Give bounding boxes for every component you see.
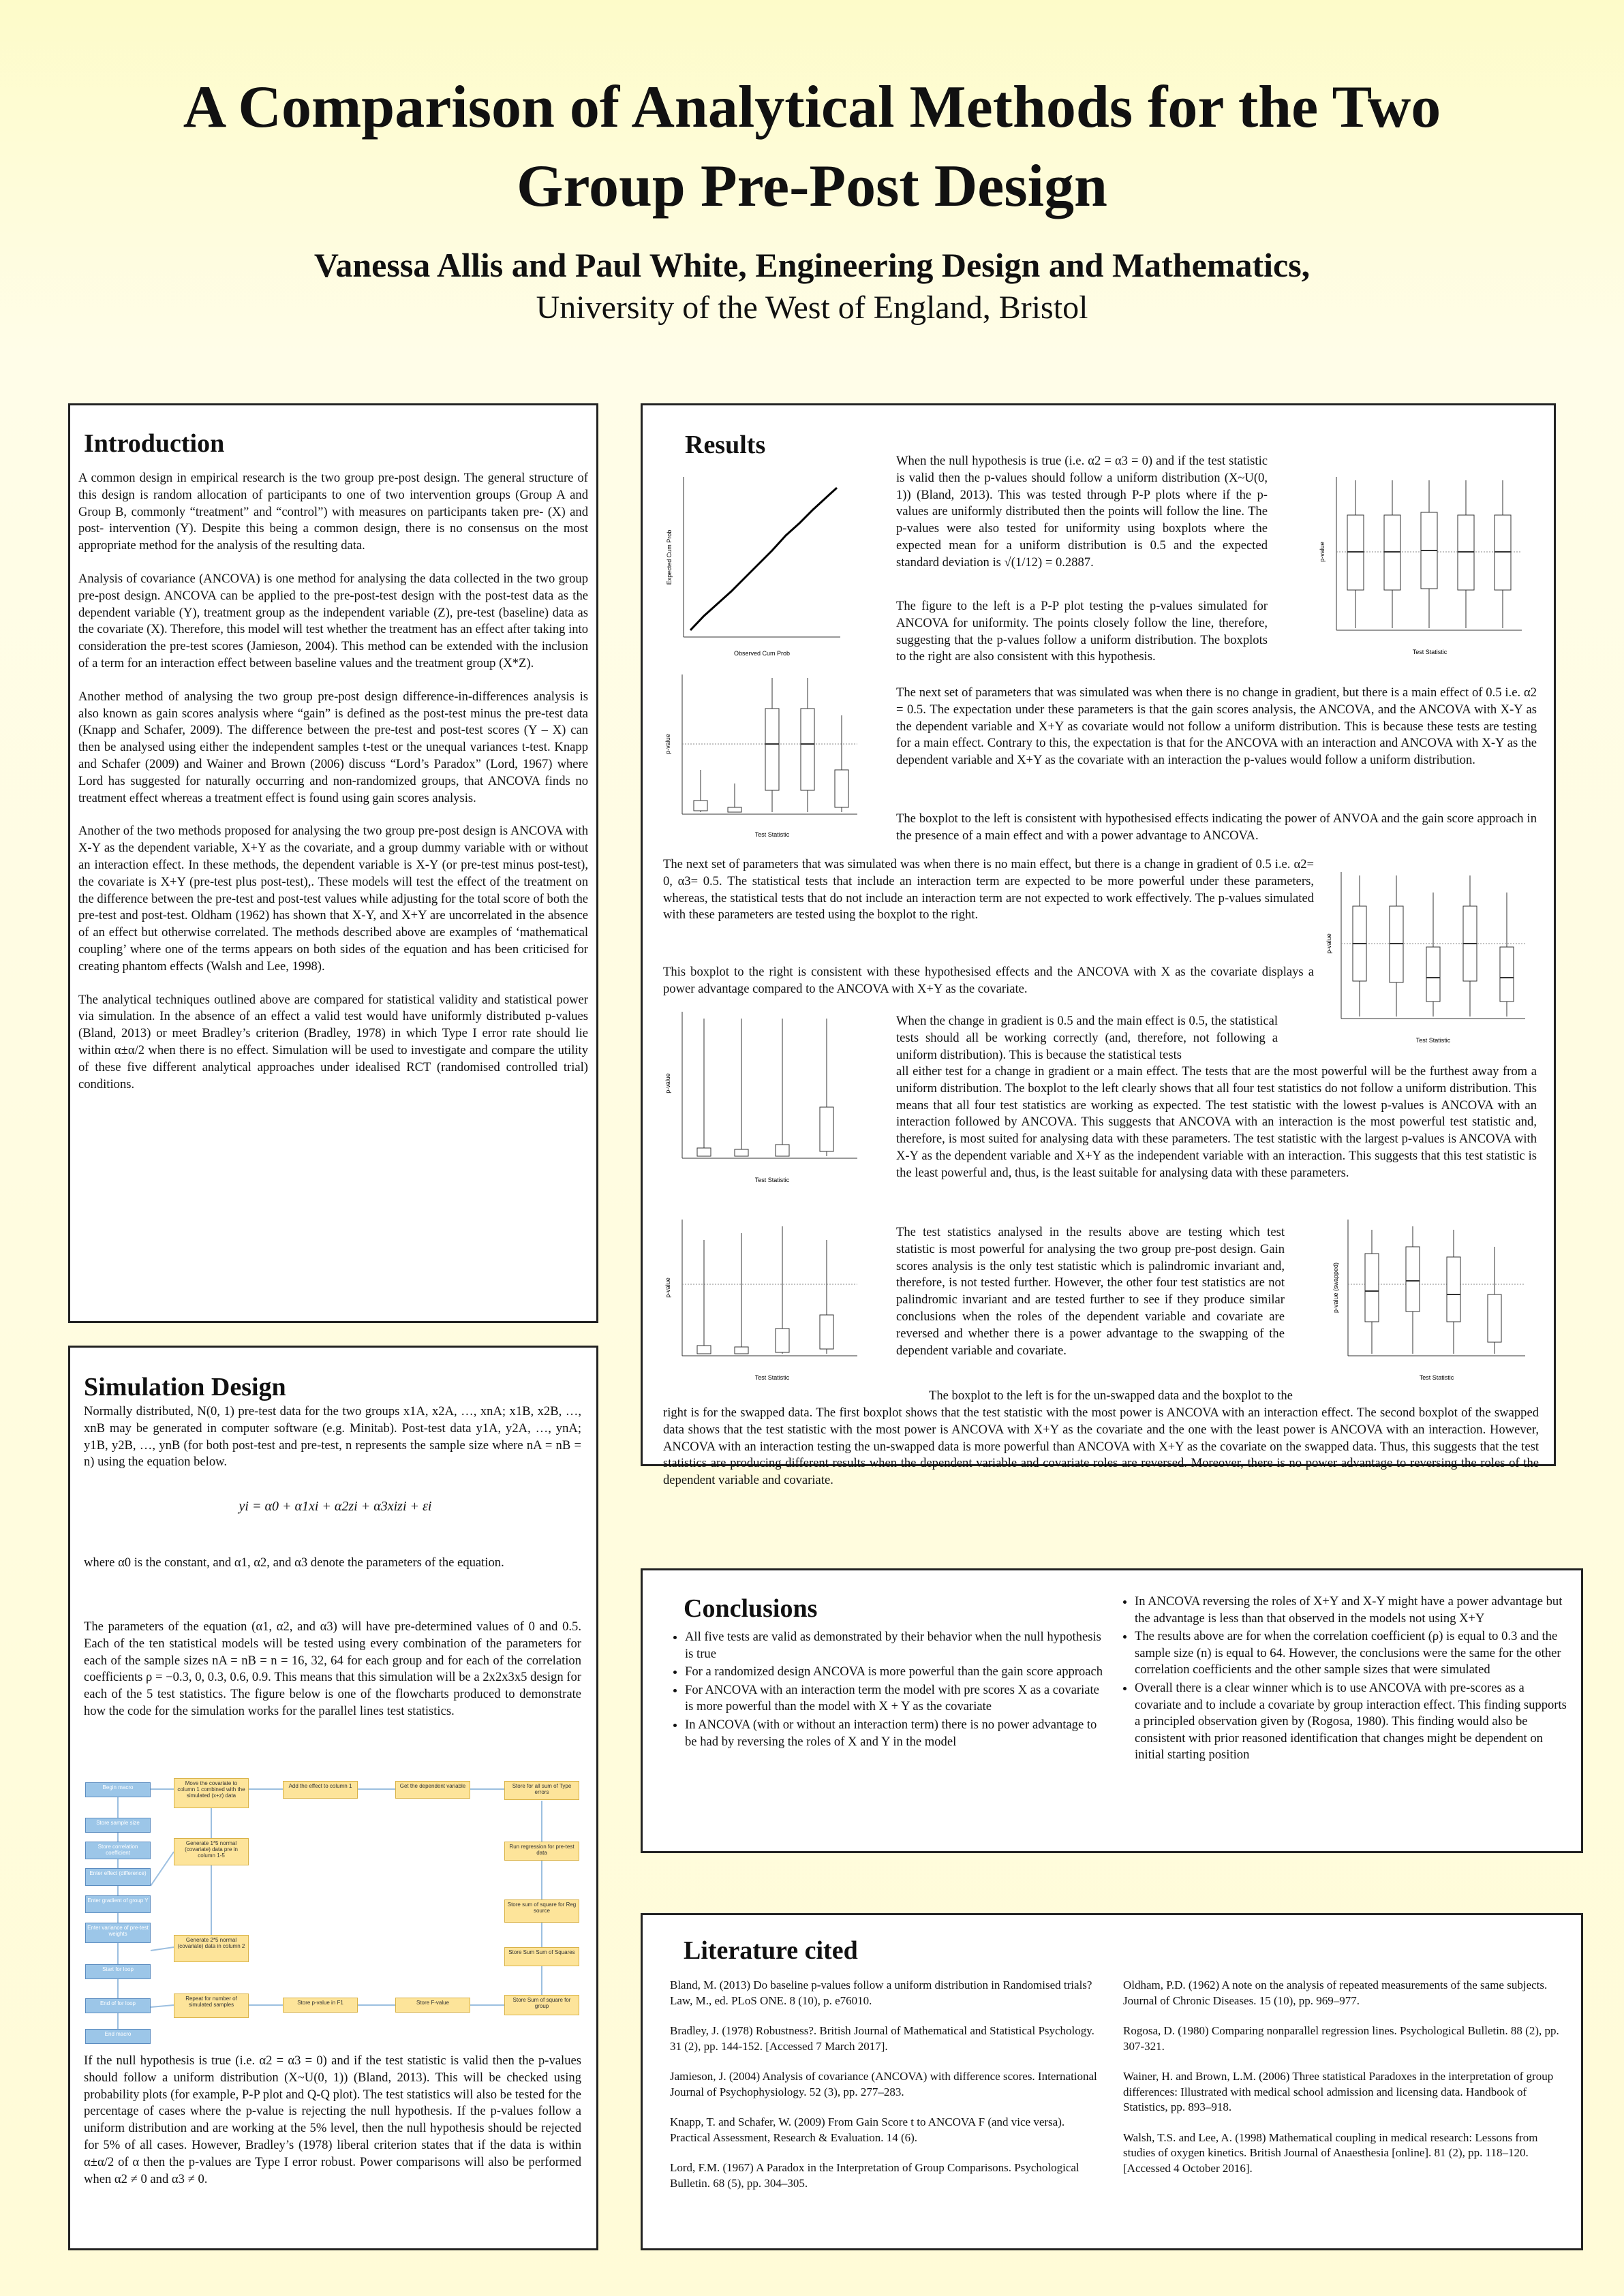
boxplot-x-label: Test Statistic: [754, 1177, 790, 1183]
results-heading: Results: [685, 431, 766, 459]
simulation-intro-text: Normally distributed, N(0, 1) pre-test data for the two groups x1A, x2A, …, xnA; x1B, x2B, …, xnB may be generated in computer software (e.g. Minitab). Post-test data y1A, y2A, …, ynA; y1B, y2B, …, ynB (for both post-test and pre-test, n represents the sample size where nA = nB = n) using the equation below.: [84, 1404, 581, 1470]
reference-item: Wainer, H. and Brown, L.M. (2006) Three statistical Paradoxes in the interpretation of group differences: Illustrated with medical school admission and licensing data. Handbook of Statistics, pp. 893–918.: [1123, 2070, 1554, 2113]
conclusions-heading: Conclusions: [684, 1594, 818, 1623]
flow-step: Store sum of square for Reg source: [504, 1899, 579, 1923]
reference-item: Jamieson, J. (2004) Analysis of covariance (ANCOVA) with difference scores. International Journal of Psychophysiology. 52 (3), pp. 277–283.: [670, 2070, 1097, 2098]
simulation-heading: Simulation Design: [84, 1373, 286, 1401]
results-panel: [641, 403, 1556, 1488]
flow-left-step: Enter effect (difference): [85, 1868, 151, 1886]
literature-heading: Literature cited: [684, 1936, 858, 1965]
flow-left-step: Store correlation coefficient: [85, 1842, 151, 1859]
intro-paragraph: Another method of analysing the two group pre-post design difference-in-differences analysis is also known as gain scores analysis where “gain” is defined as the post-test minus the pre-test data (Knapp and Schafer, 2009). The difference between the pre-test and post-test scores (Y – X) can then be analysed using either the independent samples t-test or the unequal variances t-test. Knapp and Schafer (2009) and Wainer and Brown (2006) discuss “Lord’s Paradox” (Lord, 1967) where Lord has suggested for naturally occurring and non-randomized groups, that ANCOVA finds no treatment effect whereas a treatment effect is found using gain scores analysis.: [78, 689, 588, 805]
conclusions-panel: [641, 1568, 1583, 1853]
conclusion-item: • For ANCOVA with an interaction term the model with pre scores X as a covariate is more powerful than the model with X + Y as the covariate: [685, 1682, 1107, 1716]
flow-step: Run regression for pre-test data: [504, 1842, 579, 1861]
simulation-validity-text: If the null hypothesis is true (i.e. α2 = α3 = 0) and if the test statistic is valid then the p-values should follow a uniform distribution (X~U(0, 1)) (Bland, 2013). This will be checked using probability plots (for example, P-P plot and Q-Q plot). The test statistics will also be tested for the percentage of cases where the p-value is rejecting the null hypothesis. If the p-values follow a uniform distribution and are working at the 5% level, then the null hypothesis should be rejected for 5% of all cases. However, Bradley’s (1978) liberal criterion states that if the data is within α±α/2 of α then the p-values are Type I error robust. Power comparisons will also be performed when α2 ≠ 0 and α3 ≠ 0.: [84, 2053, 581, 2186]
pp-plot-points: [690, 488, 837, 630]
simulation-parameters-text: The parameters of the equation (α1, α2, and α3) will have pre-determined values of 0 and 0.5. Each of the ten statistical models will be tested using every combination of the parameters for each of the sample sizes nA = nB = n = 16, 32, 64 for each group and for each of the correlation coefficients ρ = −0.3, 0, 0.3, 0.6, 0.9. This means that this simulation will be a 2x2x3x5 design for each of the 5 test statistics. The figure below is one of the flowcharts produced to demonstrate how the code for the simulation works for the parallel lines test statistics.: [84, 1619, 581, 1718]
intro-paragraph: Analysis of covariance (ANCOVA) is one method for analysing the data collected in the two group pre-post design. ANCOVA can be applied to the pre-post-test design with the post-test data as the dependent variable (Y), treatment group as the independent variable (Z), pre-test (baseline) data as the covariate (X). Therefore, this model will test whether the treatment has an effect after taking into consideration the pre-test scores (Jamieson, 2004). This method can be extended with the inclusion of a term for an interaction effect between baseline values and the treatment group (X*Z).: [78, 571, 588, 670]
boxplot-x-label: Test Statistic: [754, 831, 790, 838]
flow-step: Add the effect to column 1: [283, 1781, 358, 1799]
boxplot-unswapped: [663, 1213, 861, 1386]
results-null-text: When the null hypothesis is true (i.e. α2 = α3 = 0) and if the test statistic is valid then the p-values should follow a uniform distribution (X~U(0, 1)) (Bland, 2013). This was tested through P-P plots where if the p-values are uniformly distributed then the points will follow the line. The p-values were also tested for uniformity using boxplots where the expected mean for a uniform distribution is 0.5 and the expected standard deviation is √(1/12) = 0.2887.: [896, 454, 1268, 570]
introduction-text: [78, 470, 588, 1109]
conclusion-item: • For a randomized design ANCOVA is more powerful than the gain score approach: [685, 1664, 1107, 1681]
pp-plot-y-label: Expected Cum Prob: [666, 529, 673, 585]
boxplot-y-label: p-value (swapped): [1332, 1262, 1339, 1314]
flow-start: Begin macro: [85, 1782, 151, 1797]
conclusions-list-left: [663, 1629, 1107, 1752]
flow-step: Generate 1*5 normal (covariate) data pre in column 1-5: [174, 1838, 249, 1865]
results-pp-text: The figure to the left is a P-P plot testing the p-values simulated for ANCOVA for uniformity. The points closely follow the line, therefore, suggesting that the p-values follow a uniform distribution. The boxplots to the right are also consistent with this hypothesis.: [896, 599, 1268, 664]
conclusion-item: • The results above are for when the correlation coefficient (ρ) is equal to 0.3 and the sample size (n) is equal to 64. However, the conclusions were the same for the other correlation coefficients and the other sample sizes that were simulated: [1135, 1628, 1571, 1679]
boxplot-y-label: p-value: [1319, 542, 1326, 562]
flow-end: End macro: [85, 2029, 151, 2044]
conclusion-item: • In ANCOVA reversing the roles of X+Y and X-Y might have a power advantage but the advantage is less than that observed in the models not using X+Y: [1135, 1594, 1571, 1627]
reference-item: Knapp, T. and Schafer, W. (2009) From Gain Score t to ANCOVA F (and vice versa). Practical Assessment, Research & Evaluation. 14 (6).: [670, 2115, 1065, 2144]
box: [1353, 875, 1514, 1017]
reference-item: Oldham, P.D. (1962) A note on the analysis of repeated measurements of the same subjects. Journal of Chronic Diseases. 15 (10), pp. 969–977.: [1123, 1979, 1548, 2007]
results-swap-text: The test statistics analysed in the results above are testing which test statistic is most powerful for analysing the two group pre-post design. Gain scores analysis is the only test statistic which is palindromic invariant and, therefore, is not tested further. However, the other four test statistics are not palindromic invariant and are tested further to see if they produce similar conclusions when the roles of the dependent variable and covariate are reversed and whether there is a power advantage to the swapping of the dependent variable and covariate.: [896, 1225, 1285, 1358]
pp-plot: [663, 470, 847, 668]
conclusion-item: • Overall there is a clear winner which is to use ANCOVA with pre-scores as a covariate and to include a covariate by group interaction effect. This finding supports a principled observation given by (Rogosa, 1980). This finding would also be consistent with prior reasoned identification that changes might be dependent on initial starting position: [1135, 1680, 1571, 1764]
references-right: [1123, 1978, 1559, 2191]
box: [694, 678, 848, 812]
reference-item: Walsh, T.S. and Lee, A. (1998) Mathematical coupling in medical research: Lessons from studies of oxygen kinetics. British Journal of Anaesthesia [online]. 81 (2), pp. 118–120. [Accessed 4 October 2016].: [1123, 2130, 1538, 2175]
flow-left-step: Enter variance of pre-test weights: [85, 1923, 151, 1943]
boxplot-x-label: Test Statistic: [1415, 1037, 1451, 1044]
intro-paragraph: Another of the two methods proposed for analysing the two group pre-post design is ANCOVA with X-Y as the dependent variable, X+Y as the covariate, and a group dummy variable with or without an interaction effect. In these methods, the dependent variable is X-Y (or pre-test minus post-test), the covariate is X+Y (pre-test plus post-test),. These models will test the effect of the treatment on the difference between the pre-test and post-test values while adjusting for the total score of both the pre-test and post-test. Oldham (1962) has shown that X-Y, and X+Y are uncorrelated in the absence of an effect but otherwise correlated. The methods described above are examples of ‘mathematical coupling’ where one of the terms appears on both sides of the equation and has been criticised for creating phantom effects (Walsh and Lee, 1998).: [78, 824, 588, 974]
reference-item: Bradley, J. (1978) Robustness?. British Journal of Mathematical and Statistical Psychology. 31 (2), pp. 144-152. [Accessed 7 March 2017].: [670, 2024, 1094, 2053]
results-swap-conclusion-a: The boxplot to the left is for the un-swapped data and the boxplot to the: [929, 1389, 1293, 1403]
flow-step: Store F-value: [395, 1998, 470, 2013]
flow-left-step: Enter gradient of group Y: [85, 1895, 151, 1913]
boxplot-gradient: [1324, 865, 1529, 1049]
conclusions-list-right: [1113, 1594, 1571, 1765]
results-gradient-text: The next set of parameters that was simulated was when there is no main effect, but there is a change in gradient of 0.5 i.e. α2= 0, α3= 0.5. The statistical tests that include an interaction term are expected to be more powerful under these parameters, whereas, the statistical tests that do not include an interaction term are not expected to work effectively. The p-values simulated with these parameters are tested using the boxplot to the right.: [663, 857, 1314, 922]
results-main-effect-text: The next set of parameters that was simulated was when there is no change in gradient, but there is a main effect of 0.5 i.e. α2 = 0.5. The expectation under these parameters is that the gain scores analysis, the ANCOVA, and the ANCOVA with X-Y as the dependent variable and X+Y as covariate would not follow a uniform distribution. This is because these tests are testing for a main effect. Contrary to this, the expectation is that for the ANCOVA with an interaction and ANCOVA with X-Y as the dependent variable and X+Y as the covariate with an interaction the p-values would follow a uniform distribution.: [896, 685, 1537, 768]
boxplot-swapped: [1331, 1213, 1529, 1386]
introduction-heading: Introduction: [84, 429, 225, 458]
box: [1365, 1226, 1501, 1354]
results-both-effects-text-a: When the change in gradient is 0.5 and the main effect is 0.5, the statistical tests should all be working correctly (and, therefore, not following a uniform distribution). This is because the statistical tests: [896, 1014, 1278, 1062]
reference-item: Rogosa, D. (1980) Comparing nonparallel regression lines. Psychological Bulletin. 88 (2), pp. 307-321.: [1123, 2024, 1559, 2053]
reference-item: Lord, F.M. (1967) A Paradox in the Interpretation of Group Comparisons. Psychological Bulletin. 68 (5), pp. 304–305.: [670, 2161, 1079, 2190]
intro-paragraph: The analytical techniques outlined above are compared for statistical validity and statistical power via simulation. In the absence of an effect a valid test would have uniformly distributed p-values (Bland, 2013) or meet Bradley’s criterion (Bradley, 1978) in which Type I error rate should lie within α±α/2 when there is no effect. Simulation will be used to investigate and compare the utility of these five different analytical approaches under idealised RCT (randomised controlled trial) conditions.: [78, 992, 588, 1091]
flow-step: Generate 2*5 normal (covariate) data in column 2: [174, 1935, 249, 1962]
reference-item: Bland, M. (2013) Do baseline p-values follow a uniform distribution in Randomised trials? Law, M., ed. PLoS ONE. 8 (10), p. e76010.: [670, 1979, 1092, 2007]
flow-left-step: End of for loop: [85, 1998, 151, 2013]
flow-step: Get the dependent variable: [395, 1781, 470, 1799]
simulation-flowchart: [85, 1777, 583, 2049]
boxplot-y-label: p-value: [664, 734, 671, 754]
poster-title: [0, 68, 1624, 226]
boxplot-y-label: p-value: [664, 1277, 671, 1298]
results-both-effects-text-b: all either test for a change in gradient or a main effect. The tests that are the most powerful will be the furthest away from a uniform distribution. The boxplot to the left clearly shows that all four test statistics do not follow a uniform distribution. This means that all four test statistics are working as expected. The test statistic with the lowest p-values is ANCOVA with an interaction followed by ANCOVA. This suggests that ANCOVA with an interaction is the most powerful test statistic and, therefore, is most suited for analysing data with these parameters. The test statistic with the largest p-values is ANCOVA with X-Y as the dependent variable and X+Y as the independent variable with an interaction. This suggests that this test statistic is the least powerful and, thus, is the least suitable for analysing data with these parameters.: [896, 1064, 1537, 1180]
title-line-2: Group Pre-Post Design: [517, 153, 1107, 219]
affiliation: University of the West of England, Bristol: [536, 290, 1088, 326]
box: [697, 1226, 833, 1354]
box: [1347, 480, 1511, 628]
simulation-where-text: where α0 is the constant, and α1, α2, and α3 denote the parameters of the equation.: [84, 1555, 504, 1570]
flow-step: Store Sum Sum of Squares: [504, 1947, 579, 1966]
results-main-effect-conclusion: The boxplot to the left is consistent with hypothesised effects indicating the power of ANVOA and the gain score approach in the presence of a main effect and with a power advantage to ANCOVA.: [896, 811, 1537, 843]
introduction-panel: [68, 403, 598, 1323]
boxplot-y-label: p-value: [1326, 933, 1332, 954]
flow-left-step: Start for loop: [85, 1964, 151, 1979]
results-swap-conclusion-b: right is for the swapped data. The first boxplot shows that the test statistic with the most power is ANCOVA with an interaction effect. The second boxplot of the swapped data shows that the test statistic with the most power is ANCOVA with X+Y as the covariate and the one with the least power is ANCOVA with an interaction. However, ANCOVA with an interaction testing the un-swapped data is more powerful than ANCOVA with X+Y as the covariate on the swapped data. Thus, this suggests that the test statistics are producing different results when the dependent variable and covariate roles are reversed. Moreover, there is no power advantage to reversing the roles of the dependent variable and covariate.: [663, 1406, 1539, 1488]
flow-step: Move the covariate to column 1 combined with the simulated (x+z) data: [174, 1778, 249, 1808]
literature-panel: [641, 1913, 1583, 2250]
boxplot-null: [1317, 470, 1529, 664]
authors: Vanessa Allis and Paul White, Engineering Design and Mathematics,: [313, 246, 1311, 284]
boxplot-y-label: p-value: [664, 1073, 671, 1093]
pp-plot-x-label: Observed Cum Prob: [733, 650, 791, 657]
intro-paragraph: A common design in empirical research is the two group pre-post design. The general structure of this design is random allocation of participants to one of two intervention groups (Group A and Group B, commonly “treatment” and “control”) with measures on participants taken pre- (X) and post- intervention (Y). Despite this being a common design, there is no consensus on the most appropriate method for the analysis of the resulting data.: [78, 471, 588, 553]
boxplot-x-label: Test Statistic: [754, 1374, 790, 1381]
flow-step: Store p-value in F1: [283, 1998, 358, 2013]
references-left: [670, 1978, 1106, 2206]
boxplot-main-effect: [663, 668, 861, 841]
boxplot-x-label: Test Statistic: [1412, 649, 1447, 655]
flow-step: Store Sum of square for group: [504, 1995, 579, 2015]
boxplot-both-effects: [663, 1005, 861, 1189]
flow-step: Store for all sum of Type errors: [504, 1781, 579, 1800]
title-line-1: A Comparison of Analytical Methods for the Two: [183, 74, 1441, 140]
box: [697, 1019, 833, 1156]
flow-left-step: Store sample size: [85, 1818, 151, 1833]
boxplot-x-label: Test Statistic: [1419, 1374, 1454, 1381]
results-gradient-conclusion: This boxplot to the right is consistent with these hypothesised effects and the ANCOVA with X as the covariate displays a power advantage compared to the ANCOVA with X+Y as the covariate.: [663, 965, 1314, 996]
conclusion-item: • All five tests are valid as demonstrated by their behavior when the null hypothesis is true: [685, 1629, 1107, 1662]
simulation-panel: [68, 1346, 598, 2250]
model-equation: yi = α0 + α1xi + α2zi + α3xizi + εi: [239, 1499, 432, 1514]
conclusion-item: • In ANCOVA (with or without an interaction term) there is no power advantage to be had by reversing the roles of X and Y in the model: [685, 1717, 1107, 1750]
flow-step: Repeat for number of simulated samples: [174, 1994, 249, 2018]
